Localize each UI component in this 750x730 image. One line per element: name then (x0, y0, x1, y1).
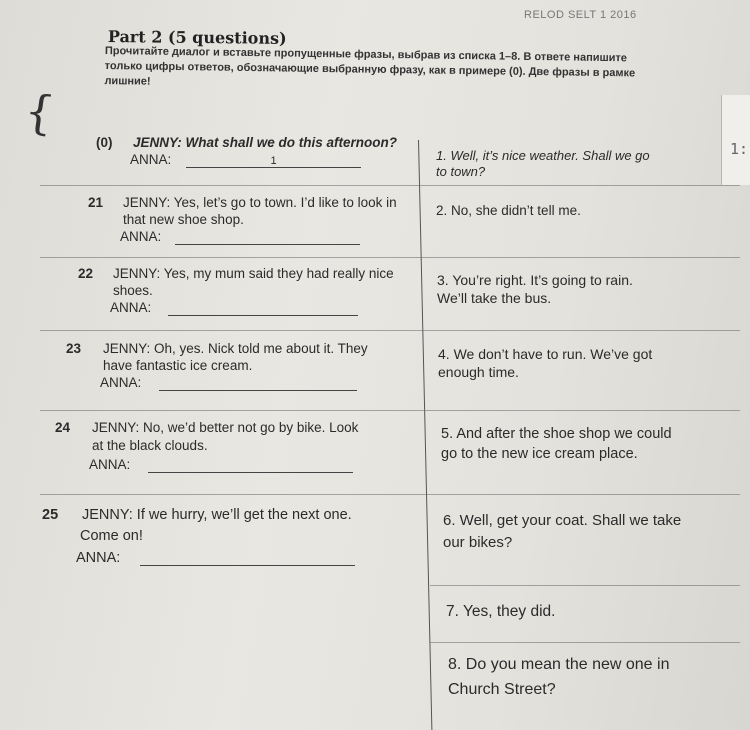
option-2 (436, 202, 736, 220)
question-21 (88, 194, 418, 254)
part-title: Part 2 (5 questions) (107, 27, 287, 48)
option-line: our bikes? (443, 534, 513, 551)
option-line: 5. And after the shoe shop we could (441, 426, 672, 442)
example-label: (0) (96, 135, 113, 150)
option-line: 8. Do you mean the new one in (448, 656, 670, 673)
option-line: We’ll take the bus. (437, 290, 552, 306)
example-answer: 1 (270, 155, 277, 167)
option-line: 3. You’re right. It’s going to rain. (437, 272, 633, 288)
instructions: Прочитайте диалог и вставьте пропущенные фразы, выбрав из списка 1–8. В ответе напишите только цифры ответов, обозначающие выбранную фразу, как в примере (0). Две фразы в рамке лишние! (104, 44, 636, 88)
margin-mark: 1: (729, 140, 748, 158)
question-22 (78, 265, 418, 325)
anna-label: ANNA: (76, 550, 121, 566)
question-line: at the black clouds. (92, 438, 208, 453)
row-separator (430, 642, 740, 643)
answer-blank[interactable] (148, 458, 353, 473)
question-line: JENNY: Yes, let’s go to town. I’d like to look in (123, 195, 397, 210)
question-line: Come on! (80, 528, 143, 544)
option-7 (446, 601, 746, 623)
question-number: 21 (88, 195, 104, 210)
option-line: 6. Well, get your coat. Shall we take (443, 512, 682, 529)
option-line: go to the new ice cream place. (441, 446, 638, 462)
option-line: 4. We don’t have to run. We’ve got (438, 346, 653, 362)
question-24 (55, 419, 420, 479)
question-line: JENNY: If we hurry, we’ll get the next one. (82, 507, 352, 523)
row-separator (430, 585, 740, 586)
question-line: JENNY: No, we’d better not go by bike. Look (92, 420, 359, 435)
question-25 (42, 505, 412, 570)
row-separator (40, 185, 740, 186)
option-4 (438, 345, 738, 381)
question-number: 24 (55, 420, 71, 435)
example-question (96, 134, 416, 179)
option-8 (448, 652, 738, 702)
question-line: shoes. (113, 283, 153, 298)
answer-blank[interactable] (168, 301, 358, 316)
answer-blank[interactable] (186, 153, 361, 168)
handwritten-bracket: { (21, 83, 58, 141)
option-line: to town? (436, 164, 486, 179)
option-5 (441, 424, 741, 464)
question-line: JENNY: Oh, yes. Nick told me about it. They (103, 341, 368, 356)
option-line: 1. Well, it’s nice weather. Shall we go (436, 148, 650, 163)
row-separator (40, 330, 740, 331)
answer-blank[interactable] (175, 230, 360, 245)
question-number: 23 (66, 341, 82, 356)
answer-blank[interactable] (159, 376, 357, 391)
anna-label: ANNA: (110, 300, 152, 315)
question-line: JENNY: Yes, my mum said they had really nice (113, 266, 394, 281)
row-separator (40, 257, 740, 258)
question-number: 22 (78, 266, 94, 281)
option-line: Church Street? (448, 681, 556, 698)
question-line: that new shoe shop. (123, 212, 244, 227)
anna-label: ANNA: (120, 229, 162, 244)
question-23 (66, 340, 416, 400)
option-line: 7. Yes, they did. (446, 603, 556, 620)
question-number: 25 (42, 507, 59, 523)
anna-label: ANNA: (89, 457, 131, 472)
option-1 (436, 148, 736, 180)
option-6 (443, 510, 743, 554)
answer-blank[interactable] (140, 551, 355, 566)
example-prompt: JENNY: What shall we do this afternoon? (133, 135, 398, 150)
test-code: RELOD SELT 1 2016 (524, 9, 637, 21)
question-line: have fantastic ice cream. (103, 358, 253, 373)
anna-label: ANNA: (130, 152, 172, 167)
option-line: enough time. (438, 364, 519, 380)
anna-label: ANNA: (100, 375, 142, 390)
option-line: 2. No, she didn’t tell me. (436, 203, 581, 218)
row-separator (40, 494, 740, 495)
row-separator (40, 410, 740, 411)
option-3 (437, 271, 737, 307)
